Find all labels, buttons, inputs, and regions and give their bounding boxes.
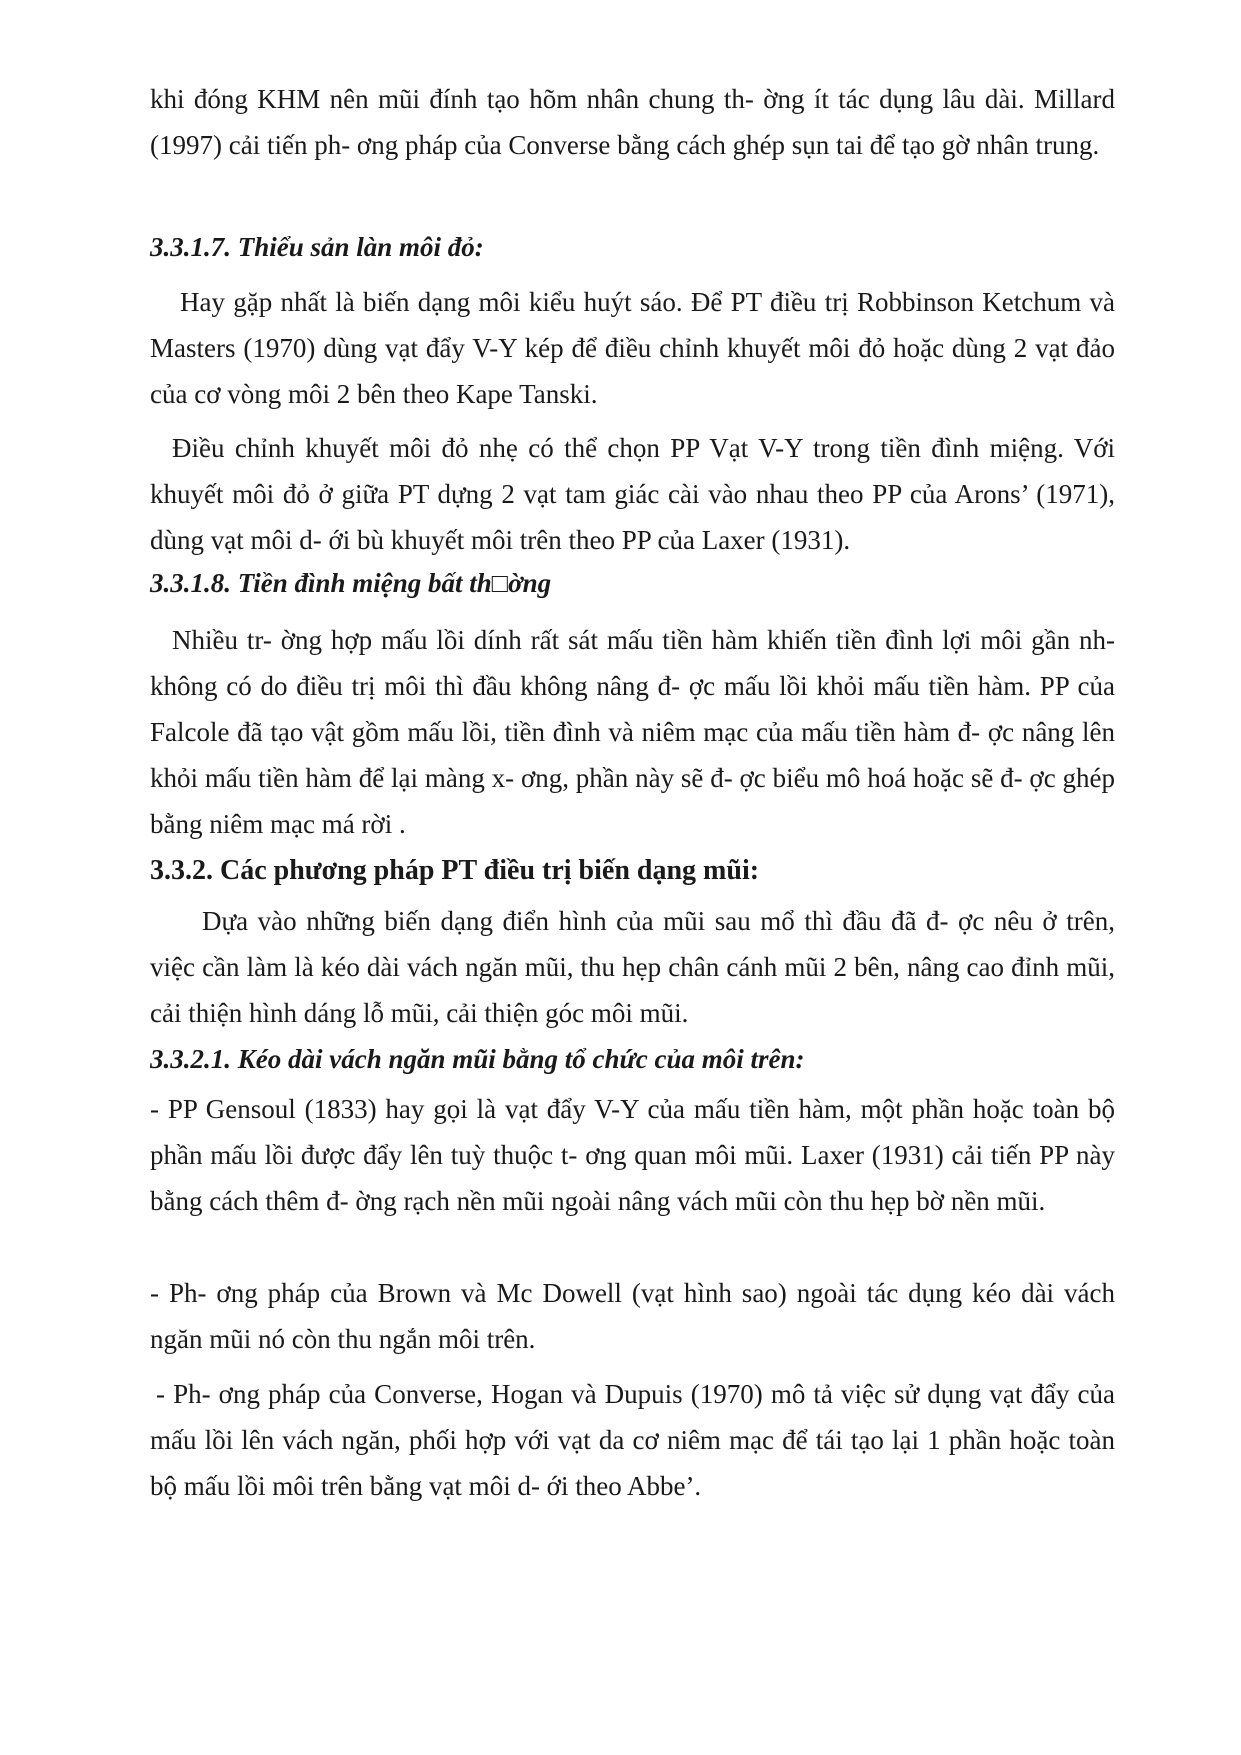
paragraph-vermilion-correction: Điều chỉnh khuyết môi đỏ nhẹ có thể chọn PP Vạt V-Y trong tiền đình miệng. Với khuyết môi đỏ ở giữa PT dựng 2 vạt tam giác cài vào nhau theo PP của Arons’ (1971), dùng vạt môi d- ới bù khuyết môi trên theo PP của Laxer (1931).: [150, 433, 1115, 555]
paragraph-nasal-deformities: Dựa vào những biến dạng điển hình của mũi sau mổ thì đầu đã đ- ợc nêu ở trên, việc cần làm là kéo dài vách ngăn mũi, thu hẹp chân cánh mũi 2 bên, nâng cao đỉnh mũi, cải thiện hình dáng lỗ mũi, cải thiện góc môi mũi.: [150, 906, 1115, 1028]
paragraph-millard-converse: khi đóng KHM nên mũi đính tạo hõm nhân chung th- ờng ít tác dụng lâu dài. Millard (1997) cải tiến ph- ơng pháp của Converse bằng cách ghép sụn tai để tạo gờ nhân trung.: [150, 84, 1115, 160]
heading-3-3-2: 3.3.2. Các phương pháp PT điều trị biến dạng mũi:: [150, 855, 760, 886]
paragraph-converse-hogan-dupuis-method: - Ph- ơng pháp của Converse, Hogan và Dupuis (1970) mô tả việc sử dụng vạt đẩy của mấu lồi lên vách ngăn, phối hợp với vạt da cơ niêm mạc để tái tạo lại 1 phần hoặc toàn bộ mấu lồi môi trên bằng vạt môi d- ới theo Abbe’.: [150, 1379, 1115, 1501]
heading-3-3-1-8: 3.3.1.8. Tiền đình miệng bất th□ờng: [150, 568, 552, 598]
paragraph-whistle-deformity: Hay gặp nhất là biến dạng môi kiểu huýt sáo. Để PT điều trị Robbinson Ketchum và Masters (1970) dùng vạt đẩy V-Y kép để điều chỉnh khuyết môi đỏ hoặc dùng 2 vạt đảo của cơ vòng môi 2 bên theo Kape Tanski.: [150, 287, 1115, 409]
paragraph-gensoul-method: - PP Gensoul (1833) hay gọi là vạt đẩy V-Y của mấu tiền hàm, một phần hoặc toàn bộ phần mấu lồi được đẩy lên tuỳ thuộc t- ơng quan môi mũi. Laxer (1931) cải tiến PP này bằng cách thêm đ- ờng rạch nền mũi ngoài nâng vách mũi còn thu hẹp bờ nền mũi.: [150, 1094, 1115, 1216]
paragraph-oral-vestibule: Nhiều tr- ờng hợp mấu lồi dính rất sát mấu tiền hàm khiến tiền đình lợi môi gần nh- không có do điều trị môi thì đầu không nâng đ- ợc mấu lồi khỏi mấu tiền hàm. PP của Falcole đã tạo vật gồm mấu lồi, tiền đình và niêm mạc của mấu tiền hàm đ- ợc nâng lên khỏi mấu tiền hàm để lại màng x- ơng, phần này sẽ đ- ợc biểu mô hoá hoặc sẽ đ- ợc ghép bằng niêm mạc má rời .: [150, 625, 1115, 839]
paragraph-brown-mcdowell-method: - Ph- ơng pháp của Brown và Mc Dowell (vạt hình sao) ngoài tác dụng kéo dài vách ngăn mũi nó còn thu ngắn môi trên.: [150, 1278, 1115, 1354]
heading-3-3-1-7: 3.3.1.7. Thiểu sản làn môi đỏ:: [150, 232, 484, 262]
heading-3-3-2-1: 3.3.2.1. Kéo dài vách ngăn mũi bằng tổ chức của môi trên:: [150, 1044, 805, 1074]
